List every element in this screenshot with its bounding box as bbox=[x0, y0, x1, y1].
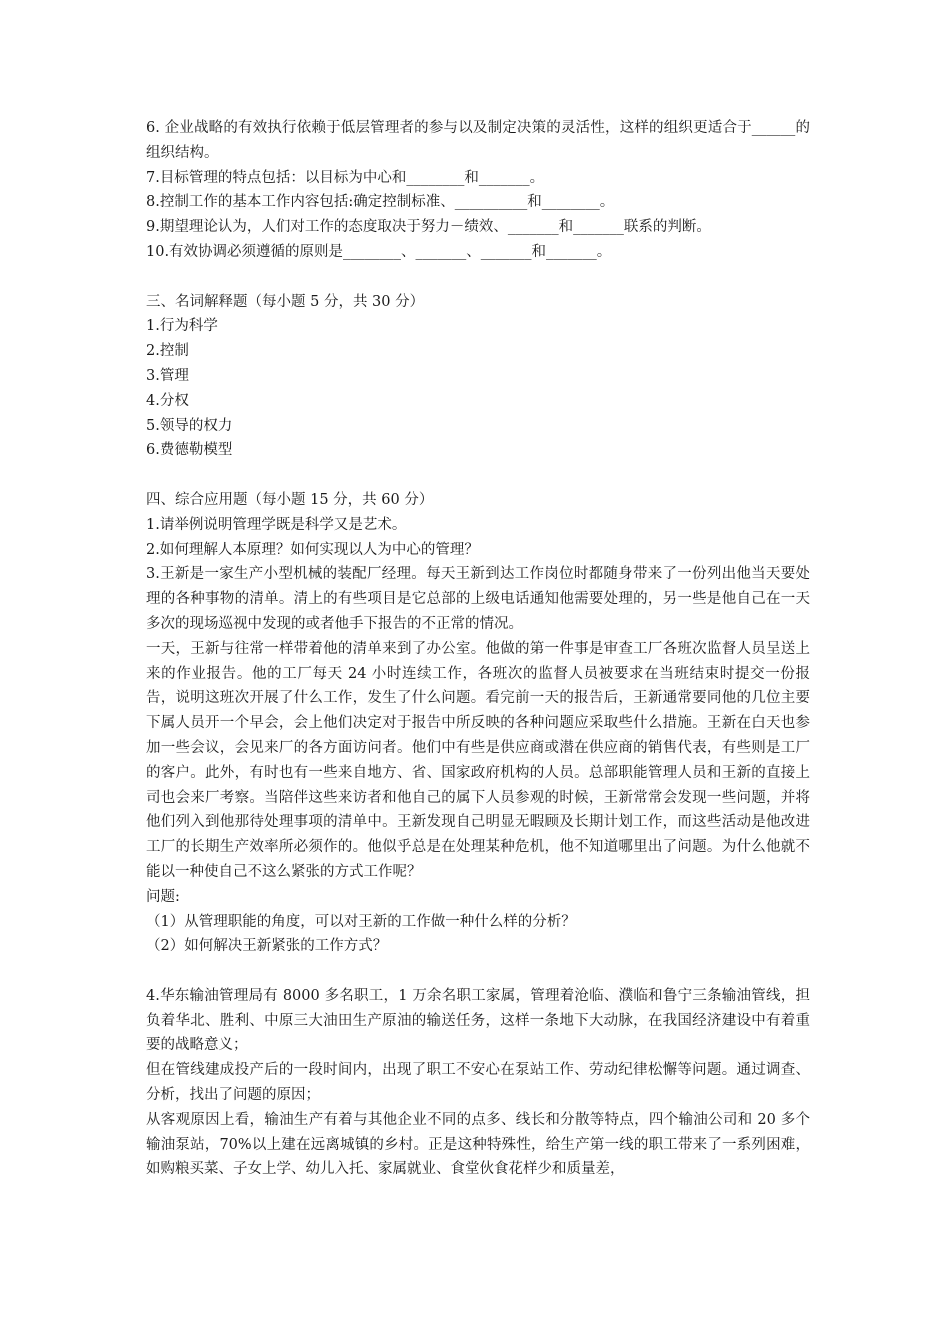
fill-in-blank-list bbox=[146, 116, 810, 265]
term-item: 4.分权 bbox=[146, 392, 189, 409]
section-gap bbox=[146, 959, 810, 984]
question-4-causes: 从客观原因上看，输油生产有着与其他企业不同的点多、线长和分散等特点，四个输油公司和 20 多个输油泵站，70%以上建在远离城镇的乡村。正是这种特殊性，给生产第一线的职工带来了一系列困难，如购粮买菜、子女上学、幼儿入托、家属就业、食堂伙食花样少和质量差， bbox=[146, 1111, 810, 1178]
question-3-sub-1: （1）从管理职能的角度，可以对王新的工作做一种什么样的分析？ bbox=[146, 913, 576, 930]
section-gap bbox=[146, 463, 810, 488]
section-gap bbox=[146, 265, 810, 290]
question-4-problem: 但在管线建成投产后的一段时间内，出现了职工不安心在泵站工作、劳动纪律松懈等问题。通过调查、分析，找出了问题的原因； bbox=[146, 1062, 810, 1104]
fill-blank-item-10: 10.有效协调必须遵循的原则是________、_______、_______和_______。 bbox=[146, 243, 612, 260]
question-3-intro: 3.王新是一家生产小型机械的装配厂经理。每天王新到达工作岗位时都随身带来了一份列出他当天要处理的各种事物的清单。清上的有些项目是它总部的上级电话通知他需要处理的，另一些是他自己在一天多次的现场巡视中发现的或者他手下报告的不正常的情况。 bbox=[146, 566, 810, 632]
fill-blank-item-9: 9.期望理论认为，人们对工作的态度取决于努力－绩效、_______和_______联系的判断。 bbox=[146, 219, 711, 236]
section-terms bbox=[146, 290, 810, 464]
question-3-sub-2: （2）如何解决王新紧张的工作方式？ bbox=[146, 938, 388, 955]
term-item: 5.领导的权力 bbox=[146, 417, 233, 434]
fill-blank-item-7: 7.目标管理的特点包括：以目标为中心和________和_______。 bbox=[146, 169, 545, 186]
question-4-intro: 4.华东输油管理局有 8000 多名职工，1 万余名职工家属，管理着沧临、濮临和鲁宁三条输油管线，担负着华北、胜利、中原三大油田生产原油的输送任务，这样一条地下大动脉，在我国经济建设中有着重要的战略意义； bbox=[146, 987, 810, 1054]
term-item: 1.行为科学 bbox=[146, 318, 218, 335]
question-1: 1.请举例说明管理学既是科学又是艺术。 bbox=[146, 516, 407, 533]
fill-blank-item-8: 8.控制工作的基本工作内容包括:确定控制标准、__________和________。 bbox=[146, 194, 615, 211]
fill-blank-item-6: 6. 企业战略的有效执行依赖于低层管理者的参与以及制定决策的灵活性，这样的组织更适合于______的组织结构。 bbox=[146, 120, 810, 161]
section-heading-terms: 三、名词解释题（每小题 5 分，共 30 分） bbox=[146, 293, 425, 310]
question-3-label: 问题: bbox=[146, 888, 180, 905]
question-3-case: 一天，王新与往常一样带着他的清单来到了办公室。他做的第一件事是审查工厂各班次监督人员呈送上来的作业报告。他的工厂每天 24 小时连续工作，各班次的监督人员被要求在当班结束时提交一份报告，说明这班次开展了什么工作，发生了什么问题。看完前一天的报告后，王新通常要同他的几位主要下属人员开一个早会，会上他们决定对于报告中所反映的各种问题应采取些什么措施。王新在白天也参加一些会议，会见来厂的各方面访问者。他们中有些是供应商或潜在供应商的销售代表，有些则是工厂的客户。此外，有时也有一些来自地方、省、国家政府机构的人员。总部职能管理人员和王新的直接上司也会来厂考察。当陪伴这些来访者和他自己的属下人员参观的时候，王新常常会发现一些问题，并将他们列入到他那待处理事项的清单中。王新发现自己明显无暇顾及长期计划工作，而这些活动是他改进工厂的长期生产效率所必须作的。他似乎总是在处理某种危机，他不知道哪里出了问题。为什么他就不能以一种使自己不这么紧张的方式工作呢？ bbox=[146, 640, 810, 880]
term-item: 2.控制 bbox=[146, 343, 189, 360]
term-item: 6.费德勒模型 bbox=[146, 442, 233, 459]
section-application bbox=[146, 488, 810, 1182]
document-page bbox=[146, 116, 810, 1182]
question-2: 2.如何理解人本原理？如何实现以人为中心的管理？ bbox=[146, 541, 479, 558]
term-item: 3.管理 bbox=[146, 367, 189, 384]
section-heading-application: 四、综合应用题（每小题 15 分，共 60 分） bbox=[146, 491, 434, 508]
